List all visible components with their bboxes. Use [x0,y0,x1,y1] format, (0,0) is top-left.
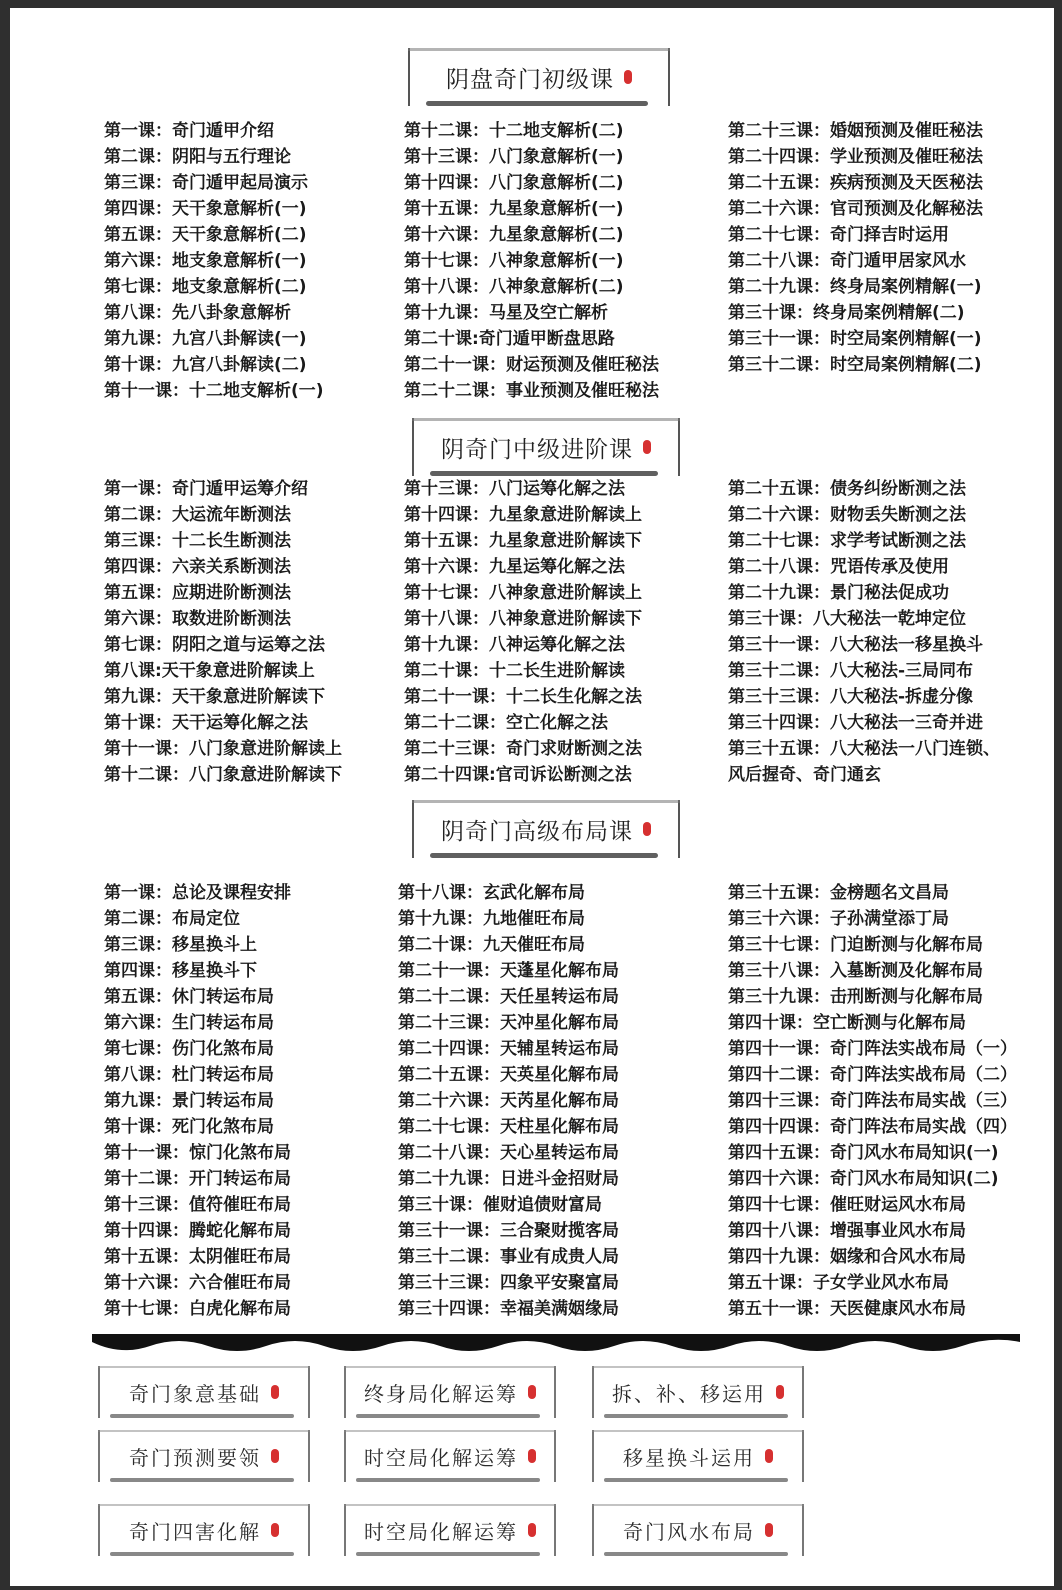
list-item: 第二十九课：终身局案例精解(一) [728,277,982,297]
intermediate-column-1 [104,476,342,788]
tag-label: 奇门象意基础 [129,1381,261,1406]
list-item: 第三十二课：时空局案例精解(二) [728,355,982,375]
list-item: 第二十八课：奇门遁甲居家风水 [728,251,966,271]
list-item: 第六课：生门转运布局 [104,1013,274,1033]
list-item: 第二十七课：天柱星化解布局 [398,1117,619,1137]
list-item: 第四十七课：催旺财运风水布局 [728,1195,966,1215]
list-item: 第五十课：子女学业风水布局 [728,1273,949,1293]
list-item: 第十四课：腾蛇化解布局 [104,1221,291,1241]
list-item: 第十一课：十二地支解析(一) [104,381,324,401]
list-item: 第十五课：太阴催旺布局 [104,1247,291,1267]
list-item: 第二十五课：疾病预测及天医秘法 [728,173,983,193]
tag-label: 移星换斗运用 [623,1445,755,1470]
tag-box [98,1430,310,1482]
list-item: 第十四课：八门象意解析(二) [404,173,624,193]
list-item: 第二十四课:官司诉讼断测之法 [404,765,632,785]
red-seal-icon [271,1385,279,1399]
list-item: 第十三课：八门象意解析(一) [404,147,624,167]
list-item: 第四课：六亲关系断测法 [104,557,291,577]
list-item: 第十九课：马星及空亡解析 [404,303,608,323]
list-item: 第三课：奇门遁甲起局演示 [104,173,308,193]
tag-label: 时空局化解运筹 [364,1519,518,1544]
list-item: 第八课：杜门转运布局 [104,1065,274,1085]
list-item: 第四十课：空亡断测与化解布局 [728,1013,966,1033]
list-item: 第十五课：九星象意解析(一) [404,199,624,219]
list-item: 第七课：伤门化煞布局 [104,1039,274,1059]
list-item: 第四十二课：奇门阵法实战布局（二） [728,1065,1017,1085]
tag-box [344,1430,556,1482]
list-item: 第十四课：九星象意进阶解读上 [404,505,642,525]
list-item: 第三十二课：八大秘法-三局同布 [728,661,974,681]
section-title-intermediate [412,418,680,476]
list-item: 第三十课：终身局案例精解(二) [728,303,965,323]
list-item: 第十一课：八门象意进阶解读上 [104,739,342,759]
list-item: 第二十课:奇门遁甲断盘思路 [404,329,615,349]
list-item: 第十六课：九星运筹化解之法 [404,557,625,577]
beginner-column-2 [404,118,659,404]
list-item: 第二十二课：事业预测及催旺秘法 [404,381,659,401]
list-item: 第十一课：惊门化煞布局 [104,1143,291,1163]
list-item: 第三十八课：入墓断测及化解布局 [728,961,983,981]
advanced-column-2 [398,880,619,1322]
list-item: 第一课：总论及课程安排 [104,883,291,903]
list-item: 第二十六课：财物丢失断测之法 [728,505,966,525]
list-item: 第二十二课：空亡化解之法 [404,713,608,733]
list-item: 第二十七课：求学考试断测之法 [728,531,966,551]
list-item: 第二十八课：咒语传承及使用 [728,557,949,577]
list-item: 第八课:天干象意进阶解读上 [104,661,315,681]
list-item: 第十三课：八门运筹化解之法 [404,479,625,499]
list-item: 第四十一课：奇门阵法实战布局（一） [728,1039,1017,1059]
list-item: 第三十一课：八大秘法一移星换斗 [728,635,983,655]
list-item: 第二十九课：景门秘法促成功 [728,583,949,603]
list-item: 第三十九课：击刑断测与化解布局 [728,987,983,1007]
section-title-advanced [412,800,680,858]
list-item: 第十课：死门化煞布局 [104,1117,274,1137]
list-item: 第三十一课：时空局案例精解(一) [728,329,982,349]
section-title-beginner [408,48,670,106]
list-item: 第十七课：八神象意解析(一) [404,251,624,271]
list-item: 第三十六课：子孙满堂添丁局 [728,909,949,929]
list-item: 第二十一课：财运预测及催旺秘法 [404,355,659,375]
beginner-column-1 [104,118,324,404]
red-seal-icon [643,440,651,454]
list-item: 第十八课：玄武化解布局 [398,883,585,903]
list-item: 第七课：阴阳之道与运筹之法 [104,635,325,655]
list-item: 第七课：地支象意解析(二) [104,277,307,297]
section-title-text: 阴盘奇门初级课 [446,66,614,93]
list-item: 第三十四课：八大秘法一三奇并进 [728,713,983,733]
tag-label: 奇门预测要领 [129,1445,261,1470]
list-item: 第二课：阴阳与五行理论 [104,147,291,167]
beginner-column-3 [728,118,983,378]
red-seal-icon [271,1449,279,1463]
list-item: 第二十二课：天任星转运布局 [398,987,619,1007]
list-item: 第十三课：值符催旺布局 [104,1195,291,1215]
list-item: 第二十课：九天催旺布局 [398,935,585,955]
list-item: 第十六课：九星象意解析(二) [404,225,624,245]
list-item: 第四十五课：奇门风水布局知识(一) [728,1143,999,1163]
intermediate-column-2 [404,476,642,788]
list-item: 第三十四课：幸福美满姻缘局 [398,1299,619,1319]
tag-label: 终身局化解运筹 [364,1381,518,1406]
list-item: 第四十四课：奇门阵法布局实战（四） [728,1117,1017,1137]
tag-label: 拆、补、移运用 [612,1381,766,1406]
list-item: 第五课：天干象意解析(二) [104,225,307,245]
list-item: 第三十三课：八大秘法-拆虚分像 [728,687,974,707]
list-item: 第二十七课：奇门择吉时运用 [728,225,949,245]
list-item: 第三十三课：四象平安聚富局 [398,1273,619,1293]
list-item: 第十二课：八门象意进阶解读下 [104,765,342,785]
list-item: 第九课：九宫八卦解读(一) [104,329,307,349]
red-seal-icon [528,1385,536,1399]
tag-box [592,1366,804,1418]
list-item: 第八课：先八卦象意解析 [104,303,291,323]
section-title-text: 阴奇门中级进阶课 [441,436,633,463]
tag-label: 奇门四害化解 [129,1519,261,1544]
list-item: 第四十三课：奇门阵法布局实战（三） [728,1091,1017,1111]
list-item: 第五十一课：天医健康风水布局 [728,1299,966,1319]
list-item: 第三十课：八大秘法一乾坤定位 [728,609,966,629]
list-item: 第三十课：催财追债财富局 [398,1195,602,1215]
list-item: 第二十三课：奇门求财断测之法 [404,739,642,759]
list-item: 第十课：九宫八卦解读(二) [104,355,307,375]
list-item: 第二课：大运流年断测法 [104,505,291,525]
tag-box [344,1366,556,1418]
tag-box [344,1504,556,1556]
list-item: 第六课：取数进阶断测法 [104,609,291,629]
red-seal-icon [528,1449,536,1463]
list-item: 第三十五课：金榜题名文昌局 [728,883,949,903]
list-item: 第二十一课：十二长生化解之法 [404,687,642,707]
list-item: 第十九课：八神运筹化解之法 [404,635,625,655]
list-item: 第二十四课：天辅星转运布局 [398,1039,619,1059]
list-item: 第二十九课：日进斗金招财局 [398,1169,619,1189]
advanced-column-3 [728,880,1017,1322]
list-item: 第十八课：八神象意解析(二) [404,277,624,297]
list-item: 第十八课：八神象意进阶解读下 [404,609,642,629]
list-item: 第三十五课：八大秘法一八门连锁、 [728,739,1000,759]
tag-label: 奇门风水布局 [623,1519,755,1544]
list-item: 第二十四课：学业预测及催旺秘法 [728,147,983,167]
list-item: 第十课：天干运筹化解之法 [104,713,308,733]
list-item: 第四十九课：姻缘和合风水布局 [728,1247,966,1267]
list-item: 第二十八课：天心星转运布局 [398,1143,619,1163]
list-item: 第二十一课：天蓬星化解布局 [398,961,619,981]
list-item: 第二十六课：官司预测及化解秘法 [728,199,983,219]
red-seal-icon [271,1523,279,1537]
list-item: 第四课：移星换斗下 [104,961,257,981]
list-item: 第六课：地支象意解析(一) [104,251,307,271]
list-item: 第十七课：八神象意进阶解读上 [404,583,642,603]
section-title-text: 阴奇门高级布局课 [441,818,633,845]
tag-box [592,1504,804,1556]
list-item: 第十二课：十二地支解析(二) [404,121,624,141]
list-item: 第九课：景门转运布局 [104,1091,274,1111]
red-seal-icon [624,70,632,84]
tag-box [592,1430,804,1482]
list-item: 第十五课：九星象意进阶解读下 [404,531,642,551]
list-item: 第二十六课：天芮星化解布局 [398,1091,619,1111]
tag-box [98,1504,310,1556]
list-item: 第二十五课：债务纠纷断测之法 [728,479,966,499]
red-seal-icon [528,1523,536,1537]
list-item: 第十六课：六合催旺布局 [104,1273,291,1293]
intermediate-column-3 [728,476,1000,788]
list-item: 第三课：十二长生断测法 [104,531,291,551]
list-item: 第四课：天干象意解析(一) [104,199,307,219]
list-item: 第四十六课：奇门风水布局知识(二) [728,1169,999,1189]
list-item: 第三十一课：三合聚财揽客局 [398,1221,619,1241]
advanced-column-1 [104,880,291,1322]
list-item: 第二十三课：婚姻预测及催旺秘法 [728,121,983,141]
list-item: 第十七课：白虎化解布局 [104,1299,291,1319]
list-item: 第十九课：九地催旺布局 [398,909,585,929]
red-seal-icon [765,1523,773,1537]
tag-box [98,1366,310,1418]
course-catalog-page [10,8,1054,1586]
wave-divider [92,1334,1020,1364]
list-item: 第三十七课：门迫断测与化解布局 [728,935,983,955]
list-item: 第三十二课：事业有成贵人局 [398,1247,619,1267]
list-item: 第一课：奇门遁甲运筹介绍 [104,479,308,499]
list-item: 第四十八课：增强事业风水布局 [728,1221,966,1241]
list-item: 第十二课：开门转运布局 [104,1169,291,1189]
list-item: 第三课：移星换斗上 [104,935,257,955]
list-item: 第二十课：十二长生进阶解读 [404,661,625,681]
list-item: 第五课：应期进阶断测法 [104,583,291,603]
list-item: 第二课：布局定位 [104,909,240,929]
red-seal-icon [776,1385,784,1399]
red-seal-icon [643,822,651,836]
list-item: 第五课：休门转运布局 [104,987,274,1007]
list-item: 风后握奇、奇门通玄 [728,765,881,785]
list-item: 第九课：天干象意进阶解读下 [104,687,325,707]
list-item: 第二十三课：天冲星化解布局 [398,1013,619,1033]
tag-label: 时空局化解运筹 [364,1445,518,1470]
red-seal-icon [765,1449,773,1463]
list-item: 第二十五课：天英星化解布局 [398,1065,619,1085]
list-item: 第一课：奇门遁甲介绍 [104,121,274,141]
